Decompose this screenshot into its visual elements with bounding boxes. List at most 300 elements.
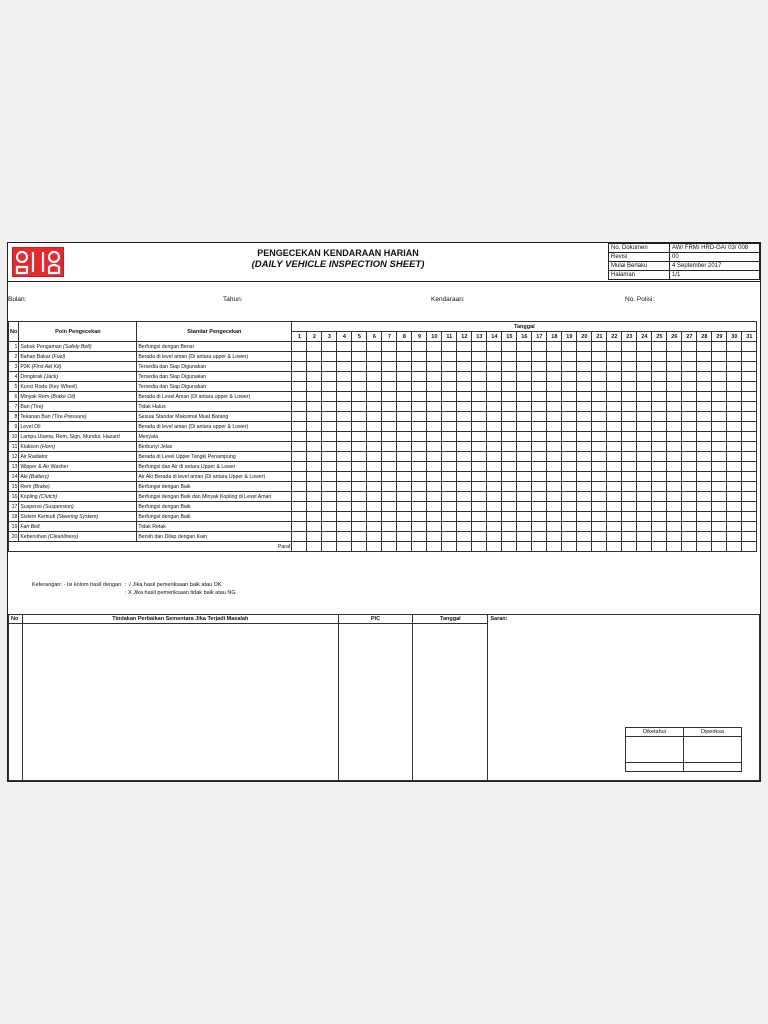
check-cell[interactable] — [307, 522, 322, 532]
check-cell[interactable] — [292, 452, 307, 462]
check-cell[interactable] — [427, 382, 442, 392]
check-cell[interactable] — [667, 402, 682, 412]
check-cell[interactable] — [292, 422, 307, 432]
check-cell[interactable] — [592, 492, 607, 502]
check-cell[interactable] — [427, 392, 442, 402]
check-cell[interactable] — [457, 372, 472, 382]
check-cell[interactable] — [727, 412, 742, 422]
check-cell[interactable] — [682, 372, 697, 382]
check-cell[interactable] — [667, 442, 682, 452]
check-cell[interactable] — [322, 402, 337, 412]
check-cell[interactable] — [697, 412, 712, 422]
check-cell[interactable] — [487, 472, 502, 482]
check-cell[interactable] — [382, 402, 397, 412]
check-cell[interactable] — [562, 382, 577, 392]
check-cell[interactable] — [427, 472, 442, 482]
check-cell[interactable] — [622, 482, 637, 492]
check-cell[interactable] — [712, 342, 727, 352]
check-cell[interactable] — [697, 522, 712, 532]
check-cell[interactable] — [652, 372, 667, 382]
check-cell[interactable] — [682, 422, 697, 432]
check-cell[interactable] — [307, 432, 322, 442]
check-cell[interactable] — [442, 362, 457, 372]
check-cell[interactable] — [457, 532, 472, 542]
check-cell[interactable] — [427, 452, 442, 462]
check-cell[interactable] — [532, 362, 547, 372]
check-cell[interactable] — [367, 512, 382, 522]
check-cell[interactable] — [742, 362, 757, 372]
check-cell[interactable] — [562, 512, 577, 522]
check-cell[interactable] — [652, 412, 667, 422]
check-cell[interactable] — [517, 372, 532, 382]
check-cell[interactable] — [292, 442, 307, 452]
check-cell[interactable] — [682, 342, 697, 352]
check-cell[interactable] — [577, 512, 592, 522]
check-cell[interactable] — [667, 432, 682, 442]
check-cell[interactable] — [442, 392, 457, 402]
check-cell[interactable] — [532, 522, 547, 532]
check-cell[interactable] — [427, 402, 442, 412]
paraf-cell[interactable] — [577, 542, 592, 552]
check-cell[interactable] — [712, 482, 727, 492]
check-cell[interactable] — [532, 402, 547, 412]
paraf-cell[interactable] — [322, 542, 337, 552]
check-cell[interactable] — [412, 372, 427, 382]
check-cell[interactable] — [712, 372, 727, 382]
check-cell[interactable] — [292, 382, 307, 392]
check-cell[interactable] — [352, 502, 367, 512]
check-cell[interactable] — [352, 442, 367, 452]
check-cell[interactable] — [637, 432, 652, 442]
check-cell[interactable] — [322, 522, 337, 532]
check-cell[interactable] — [637, 392, 652, 402]
check-cell[interactable] — [487, 442, 502, 452]
check-cell[interactable] — [727, 522, 742, 532]
check-cell[interactable] — [562, 402, 577, 412]
check-cell[interactable] — [562, 472, 577, 482]
check-cell[interactable] — [367, 452, 382, 462]
check-cell[interactable] — [517, 452, 532, 462]
check-cell[interactable] — [442, 342, 457, 352]
check-cell[interactable] — [697, 502, 712, 512]
check-cell[interactable] — [397, 372, 412, 382]
check-cell[interactable] — [502, 442, 517, 452]
check-cell[interactable] — [367, 342, 382, 352]
check-cell[interactable] — [667, 512, 682, 522]
paraf-cell[interactable] — [352, 542, 367, 552]
check-cell[interactable] — [697, 342, 712, 352]
check-cell[interactable] — [442, 522, 457, 532]
paraf-cell[interactable] — [337, 542, 352, 552]
check-cell[interactable] — [607, 472, 622, 482]
check-cell[interactable] — [607, 422, 622, 432]
check-cell[interactable] — [397, 432, 412, 442]
check-cell[interactable] — [487, 422, 502, 432]
check-cell[interactable] — [652, 462, 667, 472]
check-cell[interactable] — [622, 392, 637, 402]
check-cell[interactable] — [337, 482, 352, 492]
check-cell[interactable] — [622, 462, 637, 472]
check-cell[interactable] — [577, 412, 592, 422]
check-cell[interactable] — [322, 472, 337, 482]
check-cell[interactable] — [592, 482, 607, 492]
check-cell[interactable] — [397, 342, 412, 352]
check-cell[interactable] — [307, 462, 322, 472]
paraf-cell[interactable] — [457, 542, 472, 552]
check-cell[interactable] — [532, 492, 547, 502]
check-cell[interactable] — [292, 372, 307, 382]
check-cell[interactable] — [577, 482, 592, 492]
check-cell[interactable] — [502, 432, 517, 442]
check-cell[interactable] — [472, 402, 487, 412]
check-cell[interactable] — [532, 442, 547, 452]
check-cell[interactable] — [607, 532, 622, 542]
check-cell[interactable] — [562, 462, 577, 472]
check-cell[interactable] — [727, 462, 742, 472]
check-cell[interactable] — [472, 532, 487, 542]
check-cell[interactable] — [742, 392, 757, 402]
check-cell[interactable] — [337, 362, 352, 372]
check-cell[interactable] — [412, 522, 427, 532]
check-cell[interactable] — [622, 512, 637, 522]
check-cell[interactable] — [592, 372, 607, 382]
check-cell[interactable] — [367, 432, 382, 442]
check-cell[interactable] — [472, 472, 487, 482]
check-cell[interactable] — [562, 492, 577, 502]
paraf-cell[interactable] — [397, 542, 412, 552]
check-cell[interactable] — [397, 482, 412, 492]
check-cell[interactable] — [457, 392, 472, 402]
check-cell[interactable] — [517, 532, 532, 542]
check-cell[interactable] — [742, 492, 757, 502]
check-cell[interactable] — [292, 432, 307, 442]
check-cell[interactable] — [382, 472, 397, 482]
check-cell[interactable] — [292, 392, 307, 402]
check-cell[interactable] — [382, 362, 397, 372]
check-cell[interactable] — [427, 492, 442, 502]
check-cell[interactable] — [352, 522, 367, 532]
check-cell[interactable] — [637, 522, 652, 532]
check-cell[interactable] — [397, 512, 412, 522]
paraf-cell[interactable] — [487, 542, 502, 552]
check-cell[interactable] — [367, 442, 382, 452]
check-cell[interactable] — [682, 472, 697, 482]
check-cell[interactable] — [517, 512, 532, 522]
check-cell[interactable] — [322, 362, 337, 372]
check-cell[interactable] — [562, 442, 577, 452]
check-cell[interactable] — [412, 402, 427, 412]
check-cell[interactable] — [532, 342, 547, 352]
check-cell[interactable] — [472, 492, 487, 502]
check-cell[interactable] — [322, 342, 337, 352]
check-cell[interactable] — [517, 502, 532, 512]
check-cell[interactable] — [442, 372, 457, 382]
check-cell[interactable] — [742, 452, 757, 462]
check-cell[interactable] — [727, 532, 742, 542]
check-cell[interactable] — [307, 492, 322, 502]
check-cell[interactable] — [292, 482, 307, 492]
check-cell[interactable] — [712, 432, 727, 442]
check-cell[interactable] — [352, 412, 367, 422]
check-cell[interactable] — [682, 452, 697, 462]
check-cell[interactable] — [322, 422, 337, 432]
check-cell[interactable] — [397, 412, 412, 422]
check-cell[interactable] — [427, 522, 442, 532]
check-cell[interactable] — [397, 492, 412, 502]
check-cell[interactable] — [412, 472, 427, 482]
check-cell[interactable] — [442, 402, 457, 412]
check-cell[interactable] — [322, 512, 337, 522]
check-cell[interactable] — [682, 352, 697, 362]
check-cell[interactable] — [337, 402, 352, 412]
check-cell[interactable] — [712, 502, 727, 512]
check-cell[interactable] — [517, 472, 532, 482]
paraf-cell[interactable] — [667, 542, 682, 552]
check-cell[interactable] — [562, 502, 577, 512]
check-cell[interactable] — [427, 442, 442, 452]
sign-diketahui-box[interactable] — [626, 737, 684, 763]
check-cell[interactable] — [607, 512, 622, 522]
paraf-cell[interactable] — [622, 542, 637, 552]
paraf-cell[interactable] — [652, 542, 667, 552]
check-cell[interactable] — [472, 342, 487, 352]
paraf-cell[interactable] — [592, 542, 607, 552]
check-cell[interactable] — [727, 352, 742, 362]
check-cell[interactable] — [412, 482, 427, 492]
check-cell[interactable] — [292, 492, 307, 502]
check-cell[interactable] — [367, 462, 382, 472]
check-cell[interactable] — [637, 512, 652, 522]
check-cell[interactable] — [427, 362, 442, 372]
check-cell[interactable] — [352, 382, 367, 392]
check-cell[interactable] — [622, 522, 637, 532]
check-cell[interactable] — [532, 482, 547, 492]
check-cell[interactable] — [652, 452, 667, 462]
check-cell[interactable] — [457, 382, 472, 392]
check-cell[interactable] — [532, 512, 547, 522]
check-cell[interactable] — [502, 422, 517, 432]
check-cell[interactable] — [502, 502, 517, 512]
check-cell[interactable] — [382, 382, 397, 392]
check-cell[interactable] — [697, 382, 712, 392]
check-cell[interactable] — [637, 382, 652, 392]
check-cell[interactable] — [487, 502, 502, 512]
check-cell[interactable] — [577, 372, 592, 382]
check-cell[interactable] — [517, 352, 532, 362]
check-cell[interactable] — [457, 492, 472, 502]
check-cell[interactable] — [307, 422, 322, 432]
check-cell[interactable] — [352, 492, 367, 502]
check-cell[interactable] — [517, 362, 532, 372]
paraf-cell[interactable] — [742, 542, 757, 552]
check-cell[interactable] — [622, 532, 637, 542]
check-cell[interactable] — [427, 412, 442, 422]
check-cell[interactable] — [652, 352, 667, 362]
check-cell[interactable] — [592, 522, 607, 532]
check-cell[interactable] — [472, 442, 487, 452]
check-cell[interactable] — [472, 462, 487, 472]
check-cell[interactable] — [442, 482, 457, 492]
check-cell[interactable] — [457, 512, 472, 522]
check-cell[interactable] — [547, 512, 562, 522]
check-cell[interactable] — [412, 532, 427, 542]
check-cell[interactable] — [472, 512, 487, 522]
check-cell[interactable] — [352, 512, 367, 522]
check-cell[interactable] — [697, 492, 712, 502]
check-cell[interactable] — [442, 452, 457, 462]
check-cell[interactable] — [352, 402, 367, 412]
sign-diperiksa-name[interactable] — [684, 763, 742, 772]
check-cell[interactable] — [502, 512, 517, 522]
check-cell[interactable] — [727, 482, 742, 492]
check-cell[interactable] — [412, 422, 427, 432]
check-cell[interactable] — [712, 442, 727, 452]
check-cell[interactable] — [697, 362, 712, 372]
check-cell[interactable] — [472, 522, 487, 532]
check-cell[interactable] — [367, 532, 382, 542]
check-cell[interactable] — [427, 342, 442, 352]
check-cell[interactable] — [667, 412, 682, 422]
check-cell[interactable] — [607, 362, 622, 372]
check-cell[interactable] — [382, 502, 397, 512]
check-cell[interactable] — [472, 382, 487, 392]
check-cell[interactable] — [337, 532, 352, 542]
paraf-cell[interactable] — [367, 542, 382, 552]
check-cell[interactable] — [562, 412, 577, 422]
check-cell[interactable] — [337, 342, 352, 352]
check-cell[interactable] — [667, 392, 682, 402]
check-cell[interactable] — [652, 492, 667, 502]
check-cell[interactable] — [472, 432, 487, 442]
check-cell[interactable] — [637, 532, 652, 542]
check-cell[interactable] — [382, 452, 397, 462]
check-cell[interactable] — [547, 442, 562, 452]
check-cell[interactable] — [667, 452, 682, 462]
check-cell[interactable] — [517, 402, 532, 412]
check-cell[interactable] — [307, 402, 322, 412]
check-cell[interactable] — [577, 502, 592, 512]
paraf-cell[interactable] — [472, 542, 487, 552]
check-cell[interactable] — [322, 382, 337, 392]
check-cell[interactable] — [547, 422, 562, 432]
check-cell[interactable] — [427, 422, 442, 432]
check-cell[interactable] — [652, 522, 667, 532]
paraf-cell[interactable] — [547, 542, 562, 552]
check-cell[interactable] — [412, 502, 427, 512]
check-cell[interactable] — [487, 412, 502, 422]
check-cell[interactable] — [667, 482, 682, 492]
check-cell[interactable] — [367, 492, 382, 502]
check-cell[interactable] — [292, 402, 307, 412]
check-cell[interactable] — [607, 442, 622, 452]
check-cell[interactable] — [592, 422, 607, 432]
check-cell[interactable] — [622, 352, 637, 362]
check-cell[interactable] — [367, 352, 382, 362]
check-cell[interactable] — [472, 452, 487, 462]
check-cell[interactable] — [307, 452, 322, 462]
check-cell[interactable] — [562, 432, 577, 442]
check-cell[interactable] — [652, 482, 667, 492]
check-cell[interactable] — [472, 422, 487, 432]
check-cell[interactable] — [652, 472, 667, 482]
check-cell[interactable] — [682, 532, 697, 542]
check-cell[interactable] — [337, 382, 352, 392]
check-cell[interactable] — [367, 522, 382, 532]
check-cell[interactable] — [307, 352, 322, 362]
check-cell[interactable] — [637, 492, 652, 502]
paraf-cell[interactable] — [307, 542, 322, 552]
check-cell[interactable] — [577, 342, 592, 352]
check-cell[interactable] — [712, 532, 727, 542]
check-cell[interactable] — [367, 422, 382, 432]
check-cell[interactable] — [382, 462, 397, 472]
check-cell[interactable] — [547, 532, 562, 542]
check-cell[interactable] — [292, 462, 307, 472]
check-cell[interactable] — [397, 442, 412, 452]
check-cell[interactable] — [322, 452, 337, 462]
check-cell[interactable] — [397, 422, 412, 432]
paraf-cell[interactable] — [517, 542, 532, 552]
check-cell[interactable] — [412, 492, 427, 502]
check-cell[interactable] — [607, 352, 622, 362]
check-cell[interactable] — [367, 412, 382, 422]
check-cell[interactable] — [412, 392, 427, 402]
check-cell[interactable] — [322, 372, 337, 382]
check-cell[interactable] — [322, 412, 337, 422]
check-cell[interactable] — [622, 412, 637, 422]
check-cell[interactable] — [712, 492, 727, 502]
check-cell[interactable] — [682, 482, 697, 492]
check-cell[interactable] — [577, 492, 592, 502]
check-cell[interactable] — [652, 422, 667, 432]
check-cell[interactable] — [547, 372, 562, 382]
check-cell[interactable] — [727, 392, 742, 402]
check-cell[interactable] — [352, 482, 367, 492]
check-cell[interactable] — [337, 372, 352, 382]
check-cell[interactable] — [292, 342, 307, 352]
check-cell[interactable] — [307, 502, 322, 512]
check-cell[interactable] — [727, 472, 742, 482]
check-cell[interactable] — [547, 412, 562, 422]
check-cell[interactable] — [667, 422, 682, 432]
check-cell[interactable] — [637, 452, 652, 462]
check-cell[interactable] — [382, 512, 397, 522]
check-cell[interactable] — [427, 372, 442, 382]
check-cell[interactable] — [472, 352, 487, 362]
check-cell[interactable] — [457, 352, 472, 362]
check-cell[interactable] — [397, 362, 412, 372]
check-cell[interactable] — [667, 502, 682, 512]
check-cell[interactable] — [487, 482, 502, 492]
check-cell[interactable] — [337, 352, 352, 362]
check-cell[interactable] — [382, 532, 397, 542]
check-cell[interactable] — [352, 392, 367, 402]
check-cell[interactable] — [292, 512, 307, 522]
check-cell[interactable] — [367, 392, 382, 402]
check-cell[interactable] — [472, 412, 487, 422]
check-cell[interactable] — [322, 532, 337, 542]
paraf-cell[interactable] — [682, 542, 697, 552]
check-cell[interactable] — [592, 502, 607, 512]
check-cell[interactable] — [607, 432, 622, 442]
check-cell[interactable] — [337, 452, 352, 462]
check-cell[interactable] — [337, 502, 352, 512]
check-cell[interactable] — [397, 522, 412, 532]
check-cell[interactable] — [337, 472, 352, 482]
check-cell[interactable] — [547, 382, 562, 392]
check-cell[interactable] — [382, 432, 397, 442]
check-cell[interactable] — [592, 432, 607, 442]
